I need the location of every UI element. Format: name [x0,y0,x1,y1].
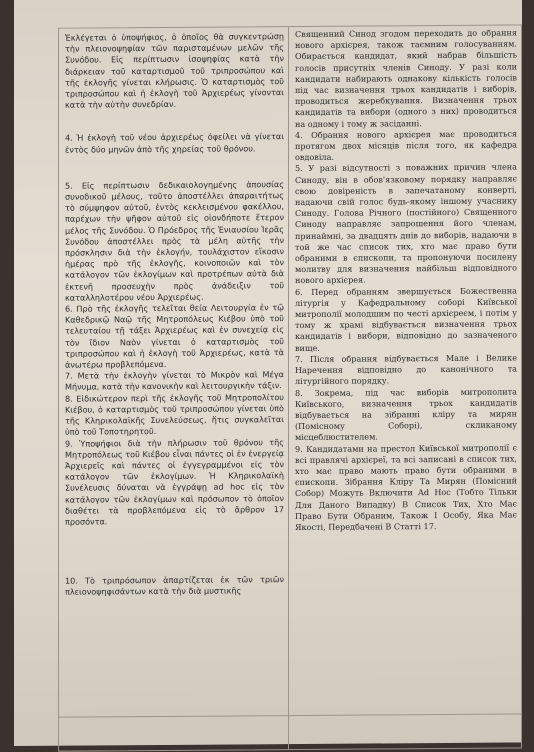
ukrainian-column [289,25,521,749]
ukrainian-paragraph-8: 8. Зокрема, під час виборів митрополита Київського, визначення трьох кандидатів відбувається на зібранні кліру та мирян (Помісному Соборі), скликаному місцеблюстителем. [295,385,517,443]
greek-paragraph-7: 7. Μετὰ τὴν ἐκλογὴν γίνεται τὸ Μικρὸν καὶ Μέγα Μήνυμα, κατὰ τὴν κανονικὴν καὶ λειτουργικὴν τάξιν. [65,369,284,393]
ukrainian-paragraph-6: 6. Перед обранням звершується Божественна літургія у Кафедральному соборі Київської митрополії молодшим по честі архієреєм, і потім у тому ж храмі відбувається визначення трьох кандидатів і вибори, відповідно до зазначеного вище. [295,285,517,353]
ukrainian-paragraph-4: 4. Обрання нового архієрея має проводиться протягом двох місяців після того, як кафедра овдовіла. [295,128,517,163]
ukrainian-paragraph-9: 9. Кандидатами на престол Київської митрополії є всі правлячі архієреї, та всі записані в список тих, хто має право мають право бути обраними в єпископи. Зібрання Кліру Та Мирян (Помісний Собор) Можуть Включити Ad Hoc (Тобто Тільки Для Даного Випадку) В Список Тих, Хто Має Право Бути Обраним, Також І Особу, Яка Має Якості, Передбачені В Статті 17. [295,442,517,532]
greek-paragraph-5: 5. Εἰς περίπτωσιν δεδικαιολογημένης ἀπουσίας συνοδικοῦ μέλους, τοῦτο ἀποστέλλει ἀπαραιτήτως τὸ σύμψηφον αὐτοῦ, ἐντὸς κεκλεισμένου φακέλλου, παρέχων τὴν ψῆφον αὐτοῦ εἰς οἱονδήποτε ἕτερον μέλος τῆς Συνόδου. Ὁ Πρόεδρος τῆς Ἐνιαυσίου Ἱερᾶς Συνόδου ἀποστέλλει πρὸς τὰ μέλη αὐτῆς τὴν πρόσκλησιν διὰ τὴν ἐκλογήν, τουλάχιστον εἴκοσιν ἡμέρας πρὸ τῆς ἐκλογῆς, κοινοποιῶν καὶ τὸν κατάλογον τῶν ἐκλογίμων καὶ προτρέπων αὐτὰ διὰ ἐκτενῆ προσευχὴν πρὸς ἀνάδειξιν τοῦ καταλληλοτέρου νέου Ἀρχιερέως. [65,178,284,303]
greek-paragraph-6: 6. Πρὸ τῆς ἐκλογῆς τελεῖται θεία Λειτουργία ἐν τῷ Καθεδρικῷ Ναῷ τῆς Μητροπόλεως Κιέβου ὑπὸ τοῦ τελευταίου τῇ τάξει Ἀρχιερέως καὶ ἐν συνεχείᾳ εἰς τὸν ἴδιον Ναὸν γίνεται ὁ καταρτισμὸς τοῦ τριπροσώπου καὶ ἡ ἐκλογὴ τοῦ Ἀρχιερέως, κατὰ τὰ ἀνωτέρω προβλεπόμενα. [65,302,284,370]
ukrainian-paragraph-1: Священний Синод згодом переходить до обрання нового архієрея, також таємним голосуванням. Обирається кандидат, який набрав більшість голосів присутніх членів Синоду. У разі коли кандидати набирають однакову кількість голосів під час визначення трьох кандидатів і виборів, проводиться жеребкування. Визначення трьох кандидатів та вибори (одного з них) проводиться на одному і тому ж засіданні. [295,27,517,129]
ukrainian-paragraph-5: 5. У разі відсутності з поважних причин члена Синоду, він в обов'язковому порядку направляє свою довіреність в запечатаному конверті, надаючи свій голос будь-якому іншому учаснику Синоду. Голова Річного (постійного) Священного Синоду направляє запрошення його членам, принаймні, за двадцять днів до виборів, надаючи в той же час список тих, хто має право бути обраними в єпископи, та пропонуючи посилену молитву для визначення найбільш відповідного нового архієрея. [295,161,517,286]
bilingual-table [58,24,522,751]
greek-paragraph-8: 8. Εἰδικώτερον περὶ τῆς ἐκλογῆς τοῦ Μητροπολίτου Κιέβου, ὁ καταρτισμὸς τοῦ τριπροσώπου γίνεται ὑπὸ τῆς Κληρικολαϊκῆς Συνελεύσεως, ἥτις συγκαλεῖται ὑπὸ τοῦ Τοποτηρητοῦ. [65,391,284,437]
greek-paragraph-9: 9. Ὑποψήφιοι διὰ τὴν πλήρωσιν τοῦ θρόνου τῆς Μητροπόλεως τοῦ Κιέβου εἶναι πάντες οἱ ἐν ἐνεργείᾳ Ἀρχιερεῖς καὶ πάντες οἱ ἐγγεγραμμένοι εἰς τὸν κατάλογον τῶν ἐκλογίμων. Ἡ Κληρικολαϊκὴ Συνέλευσις δύναται νὰ ἐγγράψῃ ad hoc εἰς τὸν κατάλογον τῶν ἐκλογίμων καὶ πρόσωπον τὸ ὁποῖον διαθέτει τὰ προβλεπόμενα εἰς τὸ ἄρθρον 17 προσόντα. [65,436,284,527]
greek-paragraph-1: Ἐκλέγεται ὁ ὑποψήφιος, ὁ ὁποῖος θὰ συγκεντρώσῃ τὴν πλειονοψηφίαν τῶν παρισταμένων μελῶν τῆς Συνόδου. Εἰς περίπτωσιν ἰσοψηφίας κατὰ τὴν διάρκειαν τοῦ καταρτισμοῦ τοῦ τριπροσώπου καὶ τῆς ἐκλογῆς γίνεται κλήρωσις. Ὁ καταρτισμὸς τοῦ τριπροσώπου καὶ ἡ ἐκλογὴ τοῦ Ἀρχιερέως γίνονται κατὰ τὴν αὐτὴν συνεδρίαν. [65,31,284,110]
greek-paragraph-10: 10. Τὸ τριπρόσωπον ἀπαρτίζεται ἐκ τῶν τριῶν πλειονοψηφισάντων κατὰ τὴν διὰ μυστικῆς [65,574,284,597]
greek-column [59,27,289,751]
greek-paragraph-4: 4. Ἡ ἐκλογὴ τοῦ νέου ἀρχιερέως ὀφείλει νὰ γίνεται ἐντὸς δύο μηνῶν ἀπὸ τῆς χηρείας τοῦ θρόνου. [65,131,284,155]
document-page [14,0,522,746]
ukrainian-paragraph-7: 7. Після обрання відбувається Мале і Велике Наречення відповідно до канонічного та літургійного порядку. [295,352,517,387]
